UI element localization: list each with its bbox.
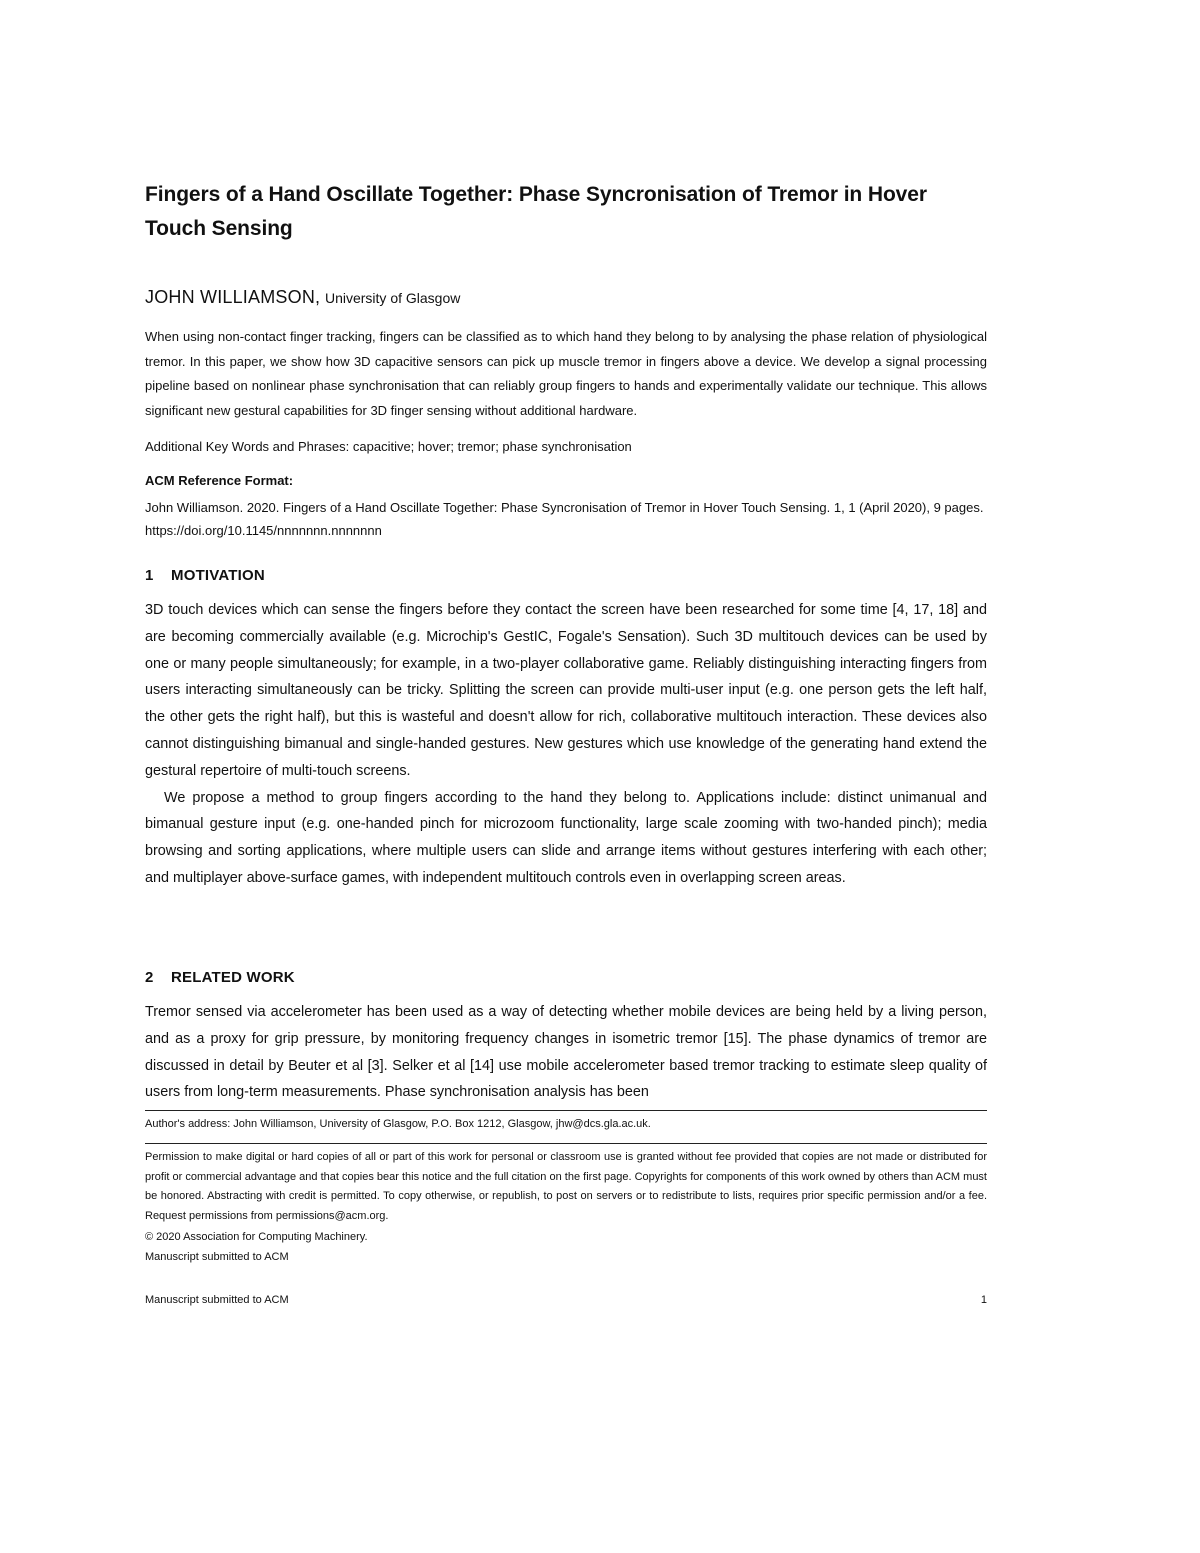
- paper-title: Fingers of a Hand Oscillate Together: Phase Syncronisation of Tremor in Hover Touch Sensing: [145, 183, 927, 240]
- paragraph: Tremor sensed via accelerometer has been used as a way of detecting whether mobile devices are being held by a living person, and as a proxy for grip pressure, by monitoring frequency changes in isometric tremor [15]. The phase dynamics of tremor are discussed in detail by Beuter et al [3]. Selker et al [14] use mobile accelerometer based tremor tracking to estimate sleep quality of users from long-term measurements. Phase synchronisation analysis has been: [145, 1004, 987, 1101]
- paragraph: We propose a method to group fingers according to the hand they belong to. Applications include: distinct unimanual and bimanual gesture input (e.g. one-handed pinch for microzoom functionality, large scale zooming with two-handed pinch); media browsing and sorting applications, where multiple users can slide and arrange items without gestures interfering with each other; and multiplayer above-surface games, with independent multitouch controls even in overlapping screen areas.: [145, 789, 987, 886]
- section-number: 2: [145, 969, 154, 986]
- author-name: JOHN WILLIAMSON,: [145, 287, 321, 307]
- section-body-related-work: [145, 999, 987, 1106]
- footer-text: Manuscript submitted to ACM: [145, 1294, 289, 1306]
- section-body-motivation: [145, 597, 987, 892]
- section-heading-motivation: [145, 564, 265, 588]
- permission-divider: [145, 1143, 987, 1144]
- abstract: When using non-contact finger tracking, fingers can be classified as to which hand they belong to by analysing the phase relation of physiological tremor. In this paper, we show how 3D capacitive sensors can pick up muscle tremor in fingers above a device. We develop a signal processing pipeline based on nonlinear phase synchronisation that can reliably group fingers to hands and experimentally validate our technique. This allows significant new gestural capabilities for 3D finger sensing without additional hardware.: [145, 329, 987, 418]
- paragraph: 3D touch devices which can sense the fingers before they contact the screen have been researched for some time [4, 17, 18] and are becoming commercially available (e.g. Microchip's GestIC, Fogale's Sensation). Such 3D multitouch devices can be used by one or many people simultaneously; for example, in a two-player collaborative game. Reliably distinguishing interacting fingers from users interacting simultaneously can be tricky. Splitting the screen can provide multi-user input (e.g. one person gets the left half, the other gets the right half), but this is wasteful and doesn't allow for rich, collaborative multitouch interaction. These devices also cannot distinguishing bimanual and single-handed gestures. New gestures which use knowledge of the generating hand extend the gestural repertoire of multi-touch screens.: [145, 602, 987, 779]
- author-address-footnote: Author's address: John Williamson, University of Glasgow, P.O. Box 1212, Glasgow, jhw@dcs.gla.ac.uk.: [145, 1118, 651, 1130]
- author-line: [145, 284, 987, 311]
- copyright-notice: © 2020 Association for Computing Machinery.: [145, 1231, 368, 1243]
- section-number: 1: [145, 567, 154, 584]
- author-affiliation: University of Glasgow: [324, 290, 461, 306]
- section-title: RELATED WORK: [171, 969, 295, 986]
- manuscript-note: Manuscript submitted to ACM: [145, 1251, 289, 1263]
- section-heading-related-work: [145, 966, 295, 990]
- reference-format-heading: ACM Reference Format:: [145, 473, 294, 488]
- permission-notice: Permission to make digital or hard copies of all or part of this work for personal or classroom use is granted without fee provided that copies are not made or distributed for profit or commercial advantage and that copies bear this notice and the full citation on the first page. Copyrights for components of this work owned by others than ACM must be honored. Abstracting with credit is permitted. To copy otherwise, or republish, to post on servers or to redistribute to lists, requires prior specific permission and/or a fee. Request permissions from permissions@acm.org.: [145, 1151, 987, 1222]
- keywords: Additional Key Words and Phrases: capacitive; hover; tremor; phase synchronisation: [145, 439, 632, 454]
- page-footer: [145, 1291, 987, 1309]
- footnote-divider: [145, 1110, 987, 1111]
- reference-format-text: John Williamson. 2020. Fingers of a Hand Oscillate Together: Phase Syncronisation of Tremor in Hover Touch Sensing. 1, 1 (April 2020), 9 pages. https://doi.org/10.1145/nnnnnnn.nnnnnnn: [145, 500, 984, 538]
- page-number: 1: [980, 1294, 987, 1306]
- section-title: MOTIVATION: [171, 567, 265, 584]
